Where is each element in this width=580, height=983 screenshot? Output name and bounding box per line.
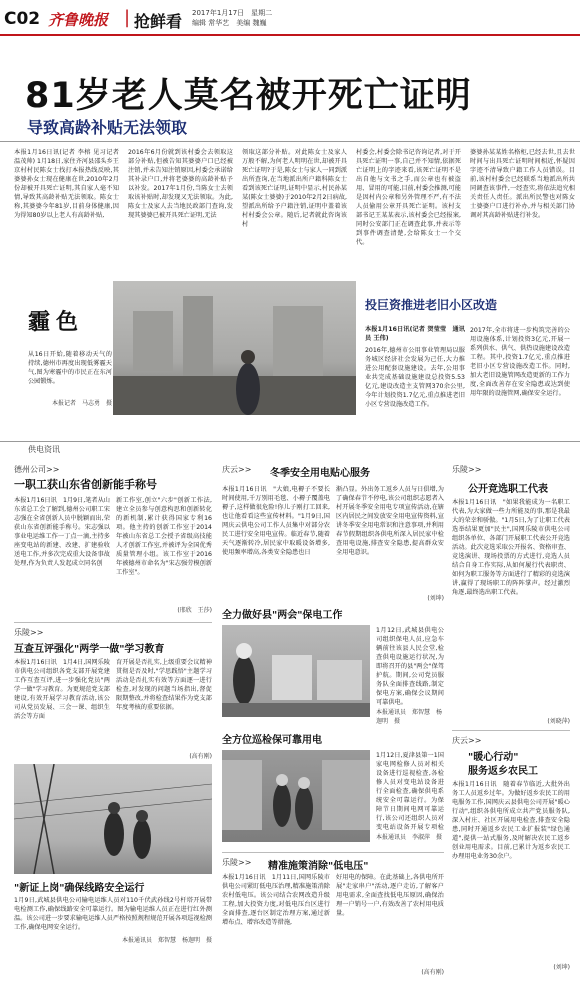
- line-workers-scene: [14, 764, 212, 874]
- lead-text-col2: 2016年6月份就到该村委会去领取这部分补贴,但被告知其婆婆户口已经被注销,并未告知注销原因,村委会承诺给其补录户口,并将老婆婆的高龄补贴予以补发。2017年1月份,当陈女士去领取该补贴时,却发现又无法领取。为此,陈女士及家人去当地民政部门查询,发现其婆婆已被开具死亡证明,无法: [128, 149, 233, 219]
- dezhou-byline: (邢欣 王莎): [177, 607, 212, 614]
- masthead-separator: |: [124, 7, 131, 28]
- xiaxunqi-byline: 本报通讯员 李淑萍 摄: [376, 834, 443, 841]
- divider: [14, 622, 212, 623]
- leling-byline: (高有刚): [189, 753, 212, 760]
- dezhou-text2: 新工作室,创立"六步"创新工作法,建立全员参与创意构思和创新转化的新机制,累计获得国家专利16项。他主持的创新工作室于2014年被山东省总工会授予省级高技能人才创新工作室,并被评为全国优秀质量管理小组。该工作室于2016年被德州市命名为"宋志强劳模创新工作室"。: [116, 497, 212, 576]
- leling-text2: 育开展是否扎实,上级重要会议精神贯彻是否及时,"学思践悟"主题学习活动是否扎实有效等方面逐一进行检查,对发现的问题当场指出,督促限期整改,并将检查结果作为党支部年度考核的重要依据。: [116, 659, 212, 711]
- nuanxin-byline: (刘坤): [553, 964, 570, 971]
- lead-text-col5: 婆婆孙某某姓名格柜,已经去世,且去世时间与出具死亡证明时间相近,怀疑因字迹不清导致户籍工作人员错误。目前,该村村委会已经联系当地派出所共同调查该事件,一经查实,将依法追究相关责任人责任。派出所民警也对陈女士婆婆户口进行补办,并与相关部门协调对其高龄补贴进行补发。: [470, 149, 575, 219]
- xiaxunqi-text: 1月12日,夏津县第一1国家电网检修人员对相关设备进行巡视检查,各检修人员对变电站设备进行全面检查,确保供电系统安全可靠运行。为保障节日期间电网可靠运行,该公司还组织人员对变电站设备开展专项检: [376, 752, 444, 831]
- xiaxunqi-headline: 全方位巡检保可靠用电: [222, 735, 322, 746]
- lianghui-scene: [222, 625, 370, 717]
- qingyun-tag: 庆云>>: [222, 465, 252, 474]
- photo-feature-credit: 本报记者 马志勇 摄: [51, 400, 112, 407]
- issue-date: 2017年1月17日 星期二: [192, 9, 273, 17]
- lead-rule: [0, 141, 580, 142]
- masthead: [0, 0, 580, 34]
- divider: [452, 730, 570, 731]
- nuanxin-headline1: "暖心行动": [468, 752, 519, 763]
- lianghui-byline: 本报通讯员 郑智慧 杨迦明 摄: [376, 709, 443, 725]
- renovation-byline: 本报1月16日讯(记者 贺莹莹 通讯员 王伟): [365, 326, 465, 342]
- editors: 编辑 常华艺 美编 魏巍: [192, 19, 267, 27]
- photo-feature-title: 霾色: [28, 310, 85, 335]
- photo-feature-caption: 从16日开始,随着移动天气的持续,德州市再度出现低雾霾天气,图为寒霾中的市民正在东河公园锻炼。: [28, 351, 112, 385]
- haze-photo: [113, 281, 356, 415]
- xiaxunqi-scene: [222, 750, 370, 842]
- gongkai-byline: (刘晓萍): [547, 718, 570, 725]
- lianghui-photo: [222, 625, 370, 717]
- lead-headline: 81岁老人莫名被开死亡证明: [25, 76, 472, 116]
- qingyun-byline: (刘坤): [427, 595, 444, 602]
- nuanxin-text: 本报1月16日讯 随着春节临近,大批外出务工人员返乡过年。为做好返乡农民工的用电服务工作,国网庆云县供电公司开展"暖心行动",组织各供电所成立共产党员服务队,深入村庄、社区开展用电检查,排查安全隐患,同时开通返乡农民工业扩报装"绿色通道",提供一站式服务,及时解决农民工返乡创业用电需求。目前,已累计为返乡农民工办理用电业务30余户。: [452, 781, 570, 860]
- renovation-headline: 投巨资推进老旧小区改造: [365, 298, 498, 312]
- renovation-text1: 2016年,德州市公用事业管理局以服务城区经济社会发展为己任,大力推进公用配套设施建设。去年,公用事业共完成基础设施建设总投资5.53亿元,建设改造主支管网370余公里,今年计划投资1.7亿元,重点推进老旧小区专营设施改造工作。: [365, 347, 465, 408]
- dezhou-text1: 本报1月16日讯 1月9日,笔者从山东省总工会了解到,德州公司职工宋志强在全省创新人员中脱颖而出,荣获山东省创新能手称号。宋志强以事业电运维工作一丁点一滴,主持多座变电站的新建、改建、扩建验收送电工作,并多次完成重大设备事故处理,作为负责人发起成立同名创: [14, 497, 110, 567]
- page-number: C02: [4, 9, 41, 29]
- leling2-text2: 好用电的保障。在此基础上,各供电所开展"走家串户"活动,逐户走访,了解客户用电需求,全面查找低电压原因,确保治理一户销号一户,有效改善了农村用电质量。: [336, 874, 444, 917]
- nuanxin-headline2: 服务返乡农民工: [468, 766, 538, 777]
- xiaxunqi-photo: [222, 750, 370, 842]
- gifts-byline: 本报通讯员 郑智慧 杨迦明 摄: [121, 937, 212, 944]
- gongkai-headline: 公开竞选职工代表: [468, 484, 548, 495]
- leling-tag: 乐陵>>: [14, 628, 44, 637]
- lead-text-col1: 本报1月16日讯(记者 李榕 见习记者 温茂帅) 1月18日,家住齐河县邵头乡王京村村民陈女士找打本报热线反映,其婆婆孙女士现在健康在世,2010年2月份却被开具死亡证明,其自家人毫不知情,导致其高龄补贴无法领取。陈女士称,其婆婆今年81岁,目前身体健康,因为得知80岁以上老人有高龄补贴,: [14, 149, 119, 219]
- lead-text-col4: 村委会,村委会除书记咨询记者,对于开具死亡证明一事,自己并不知情,依据死亡证明上的字迹来看,该死亡证明不是出自他与文书之手,而公章也有被盗用、冒用的可能,目前,村委会推测,可能是因村内公章和另外管理不严,有不法人员偷用公章开具死亡证明。该村支部书记王某某表示,该村委会已经报案,同时公安部门正在调查此事,并表示等到事件调查清楚,会给陈女士一个交代。: [356, 149, 461, 246]
- divider: [222, 852, 444, 853]
- gongkai-tag: 乐陵>>: [452, 465, 482, 474]
- leling-text1: 本报1月16日讯 1月4日,国网乐陵市供电公司组织各党支部开展党建工作互查互评,进一步强化党员"两学一做"学习教育。为更规范党支部建设,有效开展学习教育活动,该公司从党员发展、三会一课、组织生活会等方面: [14, 659, 110, 720]
- gongkai-text: 本报1月16日讯 "如果我能成为一名职工代表,为大家做一些力所能及的事,那是我最大的荣幸和骄傲。"1月5日,为了让职工代表选举结果更加"民主",国网乐陵市供电公司组织各单位、各部门开展职工代表公开竞选活动。此次竞选采取公开报名、资格审查、竞选演讲、现场投票的方式进行,竞选人员结合自身工作实际,从如何履行代表职责、如何为职工服务等方面进行了精彩的竞选演讲,赢得了现场职工的阵阵掌声。经过激烈角逐,最终选出职工代表。: [452, 499, 570, 596]
- lead-subtitle: 导致高龄补贴无法领取: [27, 118, 188, 137]
- dezhou-tag: 德州公司>>: [14, 465, 60, 474]
- qingyun-text2: 渐凸显。外出务工返乡人员与日俱增,为了确保春节不停电,该公司组织志愿者入村开展冬季安全用电专项宣传活动,在辖区内居民之间发放安全用电宣传资料,宣讲冬季安全用电常识和注意事项,并利用春节假期组织各供电所深入居民家中检查用电设施,排查安全隐患,提高群众安全用电意识。: [336, 486, 444, 556]
- leling2-byline: (高有刚): [421, 969, 444, 976]
- leling2-headline: 精准施策消除"低电压": [268, 861, 369, 872]
- nuanxin-tag: 庆云>>: [452, 736, 482, 745]
- leling2-tag: 乐陵>>: [222, 858, 252, 867]
- leling-headline: 互查互评强化"两学一做"学习教育: [14, 644, 165, 655]
- leling2-text1: 本报1月16日讯 1月11日,国网乐陵市供电公司紧盯低电压治理,精准施策消除农村低电压。该公司结合农网改造升级工程,加大投资力度,对低电压台区进行全面排查,逐台区制定治理方案,通过新增布点、增容改造等措施,: [222, 874, 330, 926]
- section-name: 抢鲜看: [134, 12, 183, 31]
- renovation-text2: 2017年,全市将进一步构筑完善的公用设施体系,计划投资3亿元,开展一系列供水、供气、供热设施建设改造工程。其中,投资1.7亿元,重点推进老旧小区专营设施改造工作。同时,加大老旧设施管网改造更新的工作力度,全面改善存在安全隐患或达到使用年限的设施管网,确保安全运行。: [470, 327, 570, 397]
- gifts-text: 1月9日,武城县供电公司输电运维人员对110千伏武孙线2号杆塔开展带电检测工作,确保线路安全可靠运行。图为输电运维人员正在进行红外测温。该公司进一步要求输电运维人员严格按照规程规范开展各项巡视检测工作,确保电网安全运行。: [14, 897, 212, 931]
- masthead-rule: [0, 34, 580, 36]
- lianghui-headline: 全力做好县"两会"保电工作: [222, 610, 343, 621]
- line-workers-photo: [14, 764, 212, 874]
- haze-scene: [113, 281, 356, 415]
- paper-logo: 齐鲁晚报: [48, 11, 109, 29]
- supplement-label: 供电资讯: [28, 445, 60, 454]
- lead-text-col3: 领取这部分补贴。对此陈女士及家人万般不解,为何老人明明在世,却被开具死亡证明?于是,陈女士与家人一同到派出所查询,在当地派出所户籍科陈女士看到该死亡证明,证明中显示,村民孙某某(陈女士婆婆)于2010年2月2日病故,望派出所给予户籍注销,证明中盖着该村村委会公章。随后,记者就此咨询该村: [242, 149, 347, 228]
- dezhou-headline: 一职工获山东省创新能手称号: [14, 478, 157, 491]
- supplement-rule: [0, 441, 580, 442]
- qingyun-headline: 冬季安全用电贴心服务: [270, 468, 370, 479]
- lianghui-text: 1月12日,武城县供电公司组织保电人员,应急车辆前往该县人民会堂,检查供电设施运行状况,为即将召开的县"两会"保驾护航。期间,公司党员服务队全面排查线路,制定保电方案,确保会议期间可靠供电。: [376, 627, 444, 706]
- qingyun-text1: 本报1月16日讯 "大娘,电褥子不要长时间使用,千万别用毛毯、小褥子覆盖电褥子,这样做很危险!你儿子刚打工回来,也让他看看这些宣传材料。"1月9日,国网庆云供电公司工作人员集中对部分农民工进行安全用电宣传。临近春节,随着天气逐渐转冷,居民家中取暖设备增多,使用频率增高,各类安全隐患也日: [222, 486, 330, 556]
- gifts-headline: "新证上岗"确保线路安全运行: [14, 883, 145, 894]
